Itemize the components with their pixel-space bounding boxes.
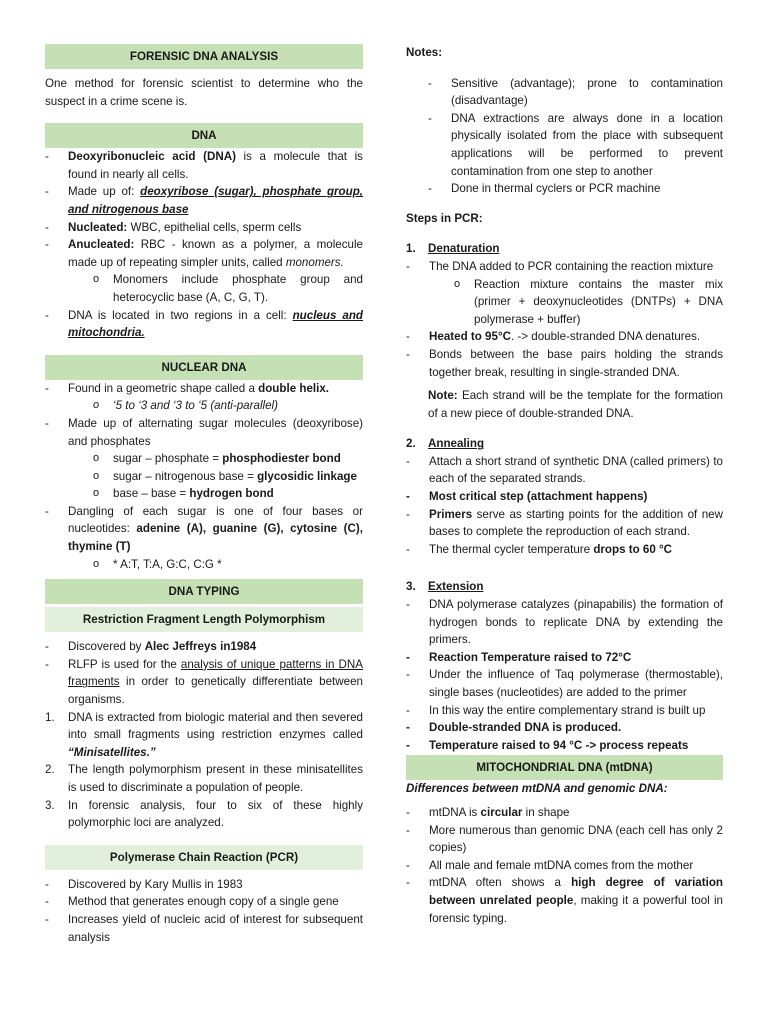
sub-list-item: o base – base = hydrogen bond — [46, 485, 363, 503]
list-item: - Attach a short strand of synthetic DNA (called primers) to each of the separated strands. — [406, 453, 723, 488]
list-item: - Sensitive (advantage); prone to contamination (disadvantage) — [406, 75, 723, 110]
list-item: - DNA polymerase catalyzes (pinapabilis) the formation of hydrogen bonds to replicate DNA by extending the primers. — [406, 596, 723, 649]
numbered-item: 3. In forensic analysis, four to six of these highly polymorphic loci are analyzed. — [45, 798, 363, 830]
list-item: - Heated to 95°C. -> double-stranded DNA denatures. — [406, 328, 723, 346]
section-header-forensic-dna-analysis: FORENSIC DNA ANALYSIS — [45, 44, 363, 69]
notes-title: Notes: — [406, 46, 443, 59]
notes-list — [406, 75, 723, 198]
list-item: - Dangling of each sugar is one of four bases or nucleotides: adenine (A), guanine (G), cytosine (C), thymine (T) o * A:T, T:A, G:C, C:G * — [45, 503, 363, 573]
list-item: - The DNA added to PCR containing the reaction mixture o Reaction mixture contains the master mix (primer + deoxynucleotides (DNTPs) + DNA polymerase + buffer) — [406, 258, 723, 328]
list-item: - Increases yield of nucleic acid of interest for subsequent analysis — [45, 911, 363, 946]
intro-paragraph: One method for forensic scientist to determine who the suspect in a crime scene is. — [45, 77, 363, 108]
list-item: - mtDNA often shows a high degree of variation between unrelated people, making it a powerful tool in forensic typing. — [406, 874, 723, 927]
dna-list — [45, 148, 363, 342]
list-item: - mtDNA is circular in shape — [406, 804, 723, 822]
list-item: - In this way the entire complementary strand is built up — [406, 702, 723, 720]
sub-list-item: o ‘5 to ‘3 and ‘3 to ‘5 (anti-parallel) — [46, 397, 363, 415]
numbered-item: 1. DNA is extracted from biologic material and then severed into small fragments using restriction enzymes called “Minisatellites.” — [45, 710, 363, 759]
section-header-nuclear-dna: NUCLEAR DNA — [45, 355, 363, 380]
step-annealing-heading: 2. Annealing — [406, 437, 485, 451]
list-item: - Bonds between the base pairs holding the strands together break, resulting in single-stranded DNA. — [406, 346, 723, 381]
list-item: - Made up of alternating sugar molecules (deoxyribose) and phosphates o sugar – phosphate = phosphodiester bond o sugar – nitrogenous base = glycosidic linkage o base – base = hydrogen bond — [45, 415, 363, 503]
section-header-mitochondrial-dna: MITOCHONDRIAL DNA (mtDNA) — [406, 755, 723, 780]
right-column — [406, 44, 723, 927]
list-item: - DNA is located in two regions in a cell: nucleus and mitochondria. — [45, 307, 363, 342]
list-item: - Temperature raised to 94 °C -> process repeats — [406, 737, 723, 755]
denaturation-list — [406, 258, 723, 381]
subsection-header-pcr: Polymerase Chain Reaction (PCR) — [45, 845, 363, 870]
mtdna-subtitle: Differences between mtDNA and genomic DNA: — [406, 782, 668, 796]
list-item: - The thermal cycler temperature drops to 60 °C — [406, 541, 723, 559]
list-item: - Method that generates enough copy of a single gene — [45, 893, 363, 911]
sub-list-item: o sugar – phosphate = phosphodiester bond — [46, 450, 363, 468]
list-item: - DNA extractions are always done in a location physically isolated from the place with subsequent applications will be performed to prevent contamination from one step to another — [406, 110, 723, 180]
list-item: - Under the influence of Taq polymerase (thermostable), single bases (nucleotides) are added to the primer — [406, 666, 723, 701]
dna-typing-list — [45, 638, 363, 708]
list-item: - Primers serve as starting points for the addition of new bases to complete the reproduction of each strand. — [406, 506, 723, 541]
nuclear-dna-list — [45, 380, 363, 574]
mtdna-list — [406, 804, 723, 927]
numbered-item: 2. The length polymorphism present in these minisatellites is used to discriminate a population of people. — [45, 763, 363, 794]
list-item: - RLFP is used for the analysis of unique patterns in DNA fragments in order to genetically differentiate between organisms. — [45, 656, 363, 709]
steps-title: Steps in PCR: — [406, 211, 483, 225]
sub-list-item: o * A:T, T:A, G:C, C:G * — [46, 556, 363, 574]
step-denaturation-heading: 1. Denaturation — [406, 242, 500, 256]
list-item: - Reaction Temperature raised to 72°C — [406, 649, 723, 667]
list-item: - Done in thermal cyclers or PCR machine — [406, 180, 723, 198]
subsection-header-rflp: Restriction Fragment Length Polymorphism — [45, 607, 363, 632]
list-item: - Found in a geometric shape called a double helix. o ‘5 to ‘3 and ‘3 to ‘5 (anti-parallel) — [45, 380, 363, 415]
list-item: - Discovered by Alec Jeffreys in1984 — [45, 638, 363, 656]
section-header-dna: DNA — [45, 123, 363, 148]
left-column — [45, 44, 363, 946]
annealing-list — [406, 453, 723, 559]
sub-list-item: o Reaction mixture contains the master mix (primer + deoxynucleotides (DNTPs) + DNA polymerase + buffer) — [407, 276, 723, 329]
pcr-list — [45, 876, 363, 946]
list-item: - Anucleated: RBC - known as a polymer, a molecule made up of repeating simpler units, called monomers. o Monomers include phosphate group and heterocyclic base (A, C, G, T). — [45, 236, 363, 306]
list-item: - Double-stranded DNA is produced. — [406, 719, 723, 737]
list-item: - Made up of: deoxyribose (sugar), phosphate group, and nitrogenous base — [45, 183, 363, 218]
list-item: - More numerous than genomic DNA (each cell has only 2 copies) — [406, 822, 723, 857]
section-header-dna-typing: DNA TYPING — [45, 579, 363, 604]
extension-list — [406, 596, 723, 754]
list-item: - All male and female mtDNA comes from the mother — [406, 857, 723, 875]
note-paragraph: Note: Each strand will be the template for the formation of a new piece of double-stranded DNA. — [428, 389, 723, 420]
list-item: - Nucleated: WBC, epithelial cells, sperm cells — [45, 219, 363, 237]
list-item: - Most critical step (attachment happens) — [406, 488, 723, 506]
sub-list-item: o sugar – nitrogenous base = glycosidic linkage — [46, 468, 363, 486]
step-extension-heading: 3. Extension — [406, 580, 484, 594]
list-item: - Deoxyribonucleic acid (DNA) is a molecule that is found in nearly all cells. — [45, 148, 363, 183]
list-item: - Discovered by Kary Mullis in 1983 — [45, 876, 363, 894]
sub-list-item: o Monomers include phosphate group and heterocyclic base (A, C, G, T). — [46, 271, 363, 306]
rflp-steps-list — [45, 709, 363, 832]
